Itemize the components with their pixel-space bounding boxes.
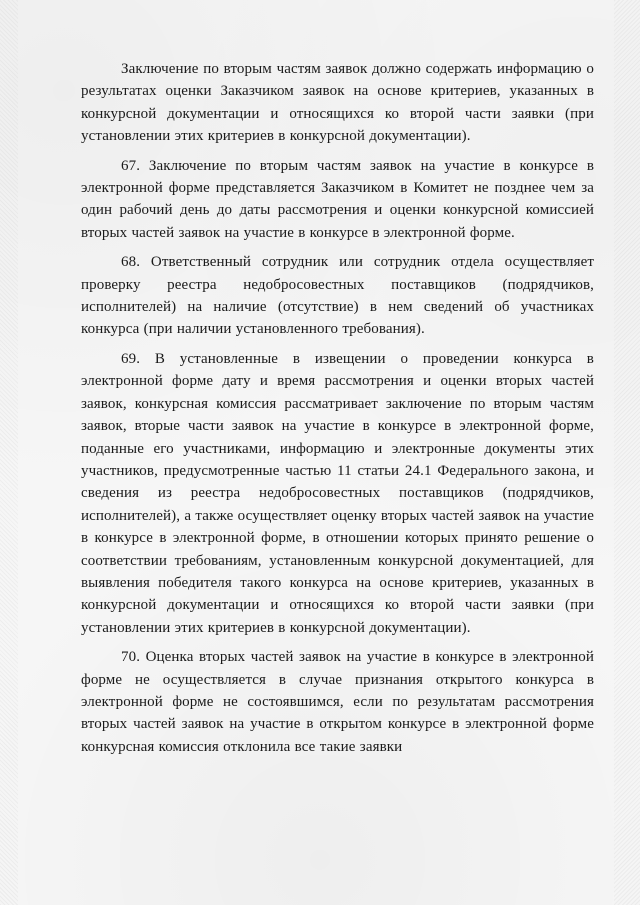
paragraph-67: 67. Заключение по вторым частям заявок на участие в конкурсе в электронной форме представляется Заказчиком в Комитет не позднее чем за один рабочий день до даты рассмотрения и оценки конкурсной комиссией вторых частей заявок на участие в конкурсе в электронной форме. [81,157,594,241]
paragraph-70: 70. Оценка вторых частей заявок на участие в конкурсе в электронной форме не осуществляется в случае признания открытого конкурса в электронной форме не состоявшимся, если по результатам рассмотрения вторых частей заявок на участие в открытом конкурсе в электронной форме конкурсная комиссия отклонила все такие заявки [81,649,594,755]
document-text-block [81,58,594,758]
scan-edge-right [614,0,640,905]
paragraph-69: 69. В установленные в извещении о проведении конкурса в электронной форме дату и время рассмотрения и оценки вторых частей заявок, конкурсная комиссия рассматривает заключение по вторым частям заявок, вторые части заявок на участие в конкурсе в электронной форме, поданные его участниками, информацию и электронные документы этих участников, предусмотренные частью 11 статьи 24.1 Федерального закона, и сведения из реестра недобросовестных поставщиков (подрядчиков, исполнителей), а также осуществляет оценку вторых частей заявок на участие в конкурсе в электронной форме, в отношении которых принято решение о соответствии требованиям, установленным конкурсной документацией, для выявления победителя такого конкурса на основе критериев, указанных в конкурсной документации и относящихся ко второй части заявки (при установлении этих критериев в конкурсной документации). [81,350,594,636]
paragraph-conclusion-content: Заключение по вторым частям заявок должно содержать информацию о результатах оценки Заказчиком заявок на основе критериев, указанных в конкурсной документации и относящихся ко второй части заявки (при установлении этих критериев в конкурсной документации). [81,61,594,145]
scan-edge-left [0,0,18,905]
paragraph-68: 68. Ответственный сотрудник или сотрудник отдела осуществляет проверку реестра недобросовестных поставщиков (подрядчиков, исполнителей) на наличие (отсутствие) в нем сведений об участниках конкурса (при наличии установленного требования). [81,254,594,338]
